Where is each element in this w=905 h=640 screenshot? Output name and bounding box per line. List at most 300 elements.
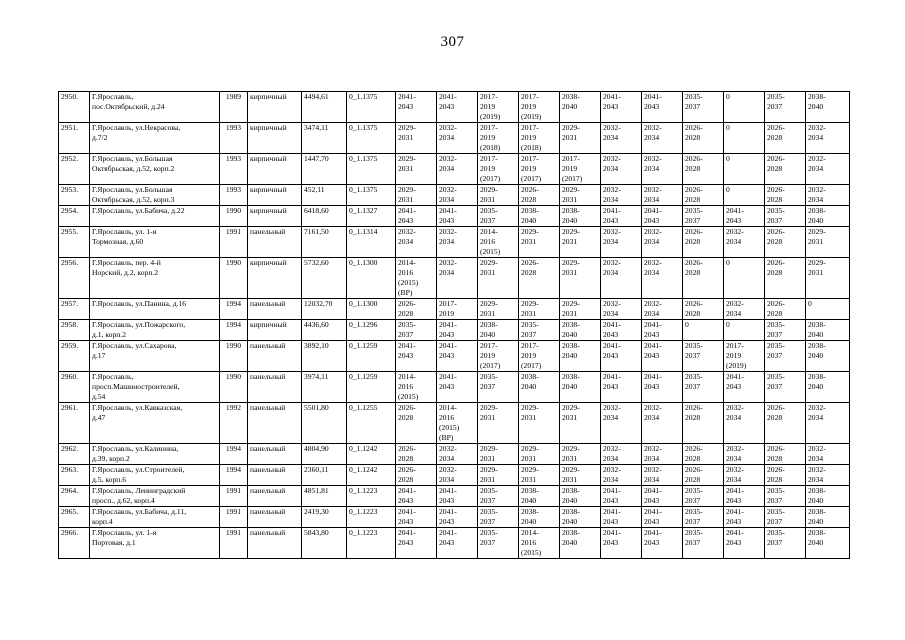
period-cell: 2029- 2031 (560, 123, 601, 154)
period-cell: 2032- 2034 (806, 465, 850, 486)
period-cell: 2041- 2043 (437, 507, 478, 528)
period-cell: 2038- 2040 (806, 341, 850, 372)
address-cell: Г.Ярославль, ул.Калинина, д.39, корп.2 (90, 444, 220, 465)
period-cell: 2035- 2037 (765, 507, 806, 528)
address-cell: Г.Ярославль, пос.Октябрьский, д.24 (90, 92, 220, 123)
period-cell: 2041- 2043 (437, 320, 478, 341)
period-cell: 2026- 2028 (765, 465, 806, 486)
period-cell: 2017- 2019 (2017) (478, 341, 519, 372)
row-number: 2966. (59, 528, 90, 559)
code-cell: 0_1.1300 (347, 299, 396, 320)
area-cell: 4436,60 (302, 320, 347, 341)
period-cell: 2029- 2031 (806, 258, 850, 299)
period-cell: 2035- 2037 (396, 320, 437, 341)
area-cell: 5501,80 (302, 403, 347, 444)
period-cell: 2032- 2034 (642, 227, 683, 258)
period-cell: 2032- 2034 (437, 444, 478, 465)
period-cell: 2032- 2034 (601, 227, 642, 258)
period-cell: 2041- 2043 (642, 341, 683, 372)
wall-material-cell: панельный (248, 465, 302, 486)
period-cell: 2035- 2037 (683, 206, 724, 227)
address-cell: Г.Ярославль, ул. 1-я Портовая, д.1 (90, 528, 220, 559)
period-cell: 2038- 2040 (560, 372, 601, 403)
area-cell: 7161,50 (302, 227, 347, 258)
period-cell: 2032- 2034 (396, 227, 437, 258)
period-cell: 2029- 2031 (396, 154, 437, 185)
period-cell: 0 (724, 123, 765, 154)
period-cell: 2032- 2034 (724, 299, 765, 320)
period-cell: 2029- 2031 (560, 403, 601, 444)
period-cell: 2032- 2034 (642, 185, 683, 206)
wall-material-cell: панельный (248, 444, 302, 465)
table-row (59, 258, 850, 299)
period-cell: 2035- 2037 (519, 320, 560, 341)
row-number: 2950. (59, 92, 90, 123)
code-cell: 0_1.1223 (347, 486, 396, 507)
period-cell: 2032- 2034 (642, 123, 683, 154)
period-cell: 2038- 2040 (519, 507, 560, 528)
period-cell: 2041- 2043 (396, 341, 437, 372)
code-cell: 0_1.1242 (347, 444, 396, 465)
address-cell: Г.Ярославль, ул.Некрасова, д.7/2 (90, 123, 220, 154)
period-cell: 2032- 2034 (724, 227, 765, 258)
period-cell: 2038- 2040 (519, 372, 560, 403)
period-cell: 2017- 2019 (2019) (478, 92, 519, 123)
code-cell: 0_1.1296 (347, 320, 396, 341)
period-cell: 2032- 2034 (642, 403, 683, 444)
period-cell: 2014- 2016 (2015) (ВР) (437, 403, 478, 444)
period-cell: 2017- 2019 (2017) (519, 154, 560, 185)
table-row (59, 185, 850, 206)
period-cell: 2041- 2043 (396, 528, 437, 559)
period-cell: 2032- 2034 (601, 154, 642, 185)
period-cell: 2026- 2028 (396, 444, 437, 465)
period-cell: 2026- 2028 (683, 465, 724, 486)
period-cell: 2041- 2043 (601, 528, 642, 559)
period-cell: 0 (724, 185, 765, 206)
year-cell: 1993 (220, 154, 248, 185)
period-cell: 2026- 2028 (683, 299, 724, 320)
address-cell: Г.Ярославль, Ленинградский просп., д.62, корп.4 (90, 486, 220, 507)
row-number: 2959. (59, 341, 90, 372)
period-cell: 2032- 2034 (806, 185, 850, 206)
period-cell: 2032- 2034 (437, 154, 478, 185)
table-row (59, 206, 850, 227)
year-cell: 1990 (220, 258, 248, 299)
period-cell: 2032- 2034 (724, 444, 765, 465)
period-cell: 2032- 2034 (806, 403, 850, 444)
year-cell: 1990 (220, 341, 248, 372)
code-cell: 0_1.1259 (347, 372, 396, 403)
period-cell: 2029- 2031 (560, 299, 601, 320)
period-cell: 2041- 2043 (724, 507, 765, 528)
code-cell: 0_1.1375 (347, 154, 396, 185)
wall-material-cell: кирпичный (248, 92, 302, 123)
period-cell: 2014- 2016 (2015) (478, 227, 519, 258)
year-cell: 1990 (220, 206, 248, 227)
period-cell: 2029- 2031 (560, 465, 601, 486)
area-cell: 3474,11 (302, 123, 347, 154)
year-cell: 1994 (220, 465, 248, 486)
area-cell: 3974,11 (302, 372, 347, 403)
period-cell: 2041- 2043 (724, 528, 765, 559)
period-cell: 2017- 2019 (2018) (478, 123, 519, 154)
period-cell: 2041- 2043 (437, 341, 478, 372)
period-cell: 2026- 2028 (765, 403, 806, 444)
period-cell: 0 (683, 320, 724, 341)
period-cell: 2026- 2028 (683, 154, 724, 185)
row-number: 2963. (59, 465, 90, 486)
table-body (59, 92, 850, 559)
period-cell: 2026- 2028 (683, 123, 724, 154)
period-cell: 2041- 2043 (601, 92, 642, 123)
table-row (59, 123, 850, 154)
period-cell: 2035- 2037 (478, 206, 519, 227)
area-cell: 2360,11 (302, 465, 347, 486)
period-cell: 2035- 2037 (683, 486, 724, 507)
period-cell: 2041- 2043 (437, 372, 478, 403)
period-cell: 2035- 2037 (683, 528, 724, 559)
period-cell: 2029- 2031 (519, 465, 560, 486)
year-cell: 1993 (220, 185, 248, 206)
row-number: 2961. (59, 403, 90, 444)
wall-material-cell: панельный (248, 507, 302, 528)
period-cell: 2026- 2028 (683, 444, 724, 465)
area-cell: 4494,61 (302, 92, 347, 123)
period-cell: 2032- 2034 (437, 185, 478, 206)
period-cell: 2038- 2040 (806, 206, 850, 227)
period-cell: 2032- 2034 (601, 258, 642, 299)
period-cell: 2026- 2028 (396, 299, 437, 320)
period-cell: 2032- 2034 (437, 465, 478, 486)
period-cell: 2029- 2031 (519, 227, 560, 258)
period-cell: 2041- 2043 (396, 92, 437, 123)
period-cell: 2029- 2031 (478, 465, 519, 486)
period-cell: 2032- 2034 (806, 154, 850, 185)
address-cell: Г.Ярославль, ул.Сахарова, д.17 (90, 341, 220, 372)
period-cell: 2035- 2037 (478, 528, 519, 559)
period-cell: 2041- 2043 (601, 206, 642, 227)
wall-material-cell: панельный (248, 403, 302, 444)
period-cell: 2041- 2043 (601, 507, 642, 528)
period-cell: 2032- 2034 (642, 154, 683, 185)
area-cell: 5843,80 (302, 528, 347, 559)
period-cell: 2026- 2028 (765, 123, 806, 154)
row-number: 2957. (59, 299, 90, 320)
year-cell: 1994 (220, 444, 248, 465)
period-cell: 2041- 2043 (601, 341, 642, 372)
wall-material-cell: кирпичный (248, 154, 302, 185)
table-row (59, 320, 850, 341)
period-cell: 2035- 2037 (765, 320, 806, 341)
code-cell: 0_1.1223 (347, 528, 396, 559)
year-cell: 1991 (220, 528, 248, 559)
period-cell: 2032- 2034 (601, 299, 642, 320)
period-cell: 2032- 2034 (724, 403, 765, 444)
row-number: 2958. (59, 320, 90, 341)
period-cell: 0 (724, 92, 765, 123)
wall-material-cell: кирпичный (248, 258, 302, 299)
period-cell: 2032- 2034 (601, 444, 642, 465)
period-cell: 2041- 2043 (437, 528, 478, 559)
period-cell: 2032- 2034 (806, 123, 850, 154)
code-cell: 0_1.1375 (347, 185, 396, 206)
period-cell: 2029- 2031 (560, 227, 601, 258)
period-cell: 2029- 2031 (478, 185, 519, 206)
row-number: 2955. (59, 227, 90, 258)
period-cell: 2017- 2019 (2019) (724, 341, 765, 372)
period-cell: 2038- 2040 (806, 92, 850, 123)
area-cell: 12032,70 (302, 299, 347, 320)
year-cell: 1991 (220, 507, 248, 528)
page-number: 307 (440, 34, 465, 50)
period-cell: 2038- 2040 (560, 341, 601, 372)
period-cell: 2038- 2040 (560, 528, 601, 559)
table-row (59, 465, 850, 486)
year-cell: 1990 (220, 372, 248, 403)
period-cell: 2026- 2028 (683, 185, 724, 206)
row-number: 2964. (59, 486, 90, 507)
period-cell: 2041- 2043 (724, 206, 765, 227)
wall-material-cell: панельный (248, 227, 302, 258)
address-cell: Г.Ярославль, пер. 4-й Норский, д.2, корп.2 (90, 258, 220, 299)
period-cell: 2038- 2040 (560, 206, 601, 227)
row-number: 2953. (59, 185, 90, 206)
period-cell: 2026- 2028 (519, 258, 560, 299)
period-cell: 2026- 2028 (765, 227, 806, 258)
wall-material-cell: панельный (248, 299, 302, 320)
period-cell: 2041- 2043 (437, 92, 478, 123)
period-cell: 2038- 2040 (560, 320, 601, 341)
code-cell: 0_1.1242 (347, 465, 396, 486)
period-cell: 2038- 2040 (519, 486, 560, 507)
table-row (59, 444, 850, 465)
year-cell: 1992 (220, 403, 248, 444)
address-cell: Г.Ярославль, ул.Пожарского, д.1, корп.2 (90, 320, 220, 341)
wall-material-cell: панельный (248, 372, 302, 403)
period-cell: 2014- 2016 (2015) (396, 372, 437, 403)
period-cell: 2029- 2031 (560, 258, 601, 299)
row-number: 2965. (59, 507, 90, 528)
period-cell: 2041- 2043 (642, 206, 683, 227)
address-cell: Г.Ярославль, ул.Кавказская, д.47 (90, 403, 220, 444)
period-cell: 2032- 2034 (601, 403, 642, 444)
period-cell: 2026- 2028 (519, 185, 560, 206)
table-row (59, 92, 850, 123)
wall-material-cell: панельный (248, 341, 302, 372)
period-cell: 2026- 2028 (765, 444, 806, 465)
year-cell: 1994 (220, 320, 248, 341)
period-cell: 2038- 2040 (806, 320, 850, 341)
address-cell: Г.Ярославль, ул.Строителей, д.5, корп.6 (90, 465, 220, 486)
period-cell: 2029- 2031 (478, 299, 519, 320)
period-cell: 2029- 2031 (519, 444, 560, 465)
period-cell: 2029- 2031 (560, 185, 601, 206)
period-cell: 2038- 2040 (806, 507, 850, 528)
address-cell: Г.Ярославль, ул. 1-я Тормозная, д.60 (90, 227, 220, 258)
period-cell: 2041- 2043 (601, 372, 642, 403)
year-cell: 1991 (220, 486, 248, 507)
wall-material-cell: кирпичный (248, 320, 302, 341)
area-cell: 4851,81 (302, 486, 347, 507)
period-cell: 2035- 2037 (683, 507, 724, 528)
row-number: 2952. (59, 154, 90, 185)
period-cell: 2038- 2040 (560, 92, 601, 123)
period-cell: 0 (724, 154, 765, 185)
period-cell: 2041- 2043 (642, 320, 683, 341)
table-row (59, 528, 850, 559)
wall-material-cell: кирпичный (248, 123, 302, 154)
code-cell: 0_1.1375 (347, 123, 396, 154)
address-cell: Г.Ярославль, ул.Бабича, д.22 (90, 206, 220, 227)
row-number: 2956. (59, 258, 90, 299)
period-cell: 2017- 2019 (2018) (519, 123, 560, 154)
period-cell: 2035- 2037 (683, 341, 724, 372)
period-cell: 2029- 2031 (478, 258, 519, 299)
period-cell: 2032- 2034 (642, 258, 683, 299)
period-cell: 2032- 2034 (437, 227, 478, 258)
period-cell: 2041- 2043 (642, 507, 683, 528)
code-cell: 0_1.1375 (347, 92, 396, 123)
period-cell: 2041- 2043 (601, 320, 642, 341)
code-cell: 0_1.1223 (347, 507, 396, 528)
wall-material-cell: панельный (248, 486, 302, 507)
period-cell: 2032- 2034 (601, 123, 642, 154)
period-cell: 2035- 2037 (765, 206, 806, 227)
table-row (59, 486, 850, 507)
period-cell: 2029- 2031 (519, 403, 560, 444)
period-cell: 2017- 2019 (2017) (560, 154, 601, 185)
year-cell: 1989 (220, 92, 248, 123)
period-cell: 2014- 2016 (2015) (ВР) (396, 258, 437, 299)
address-cell: Г.Ярославль, ул.Большая Октябрьская, д.52, корп.2 (90, 154, 220, 185)
period-cell: 2026- 2028 (396, 465, 437, 486)
period-cell: 2041- 2043 (642, 372, 683, 403)
period-cell: 2035- 2037 (765, 372, 806, 403)
year-cell: 1993 (220, 123, 248, 154)
period-cell: 2026- 2028 (765, 154, 806, 185)
code-cell: 0_1.1259 (347, 341, 396, 372)
period-cell: 2032- 2034 (601, 465, 642, 486)
period-cell: 2041- 2043 (396, 507, 437, 528)
period-cell: 2041- 2043 (437, 486, 478, 507)
period-cell: 2035- 2037 (683, 372, 724, 403)
period-cell: 2029- 2031 (806, 227, 850, 258)
period-cell: 2041- 2043 (437, 206, 478, 227)
period-cell: 2014- 2016 (2015) (519, 528, 560, 559)
table-row (59, 507, 850, 528)
period-cell: 2029- 2031 (560, 444, 601, 465)
wall-material-cell: панельный (248, 528, 302, 559)
period-cell: 2032- 2034 (642, 299, 683, 320)
period-cell: 2035- 2037 (765, 486, 806, 507)
address-cell: Г.Ярославль, просп.Машиностроителей, д.54 (90, 372, 220, 403)
period-cell: 2032- 2034 (806, 444, 850, 465)
area-cell: 452,11 (302, 185, 347, 206)
housing-register-table (58, 91, 850, 559)
address-cell: Г.Ярославль, ул.Большая Октябрьская, д.52, корп.3 (90, 185, 220, 206)
wall-material-cell: кирпичный (248, 206, 302, 227)
period-cell: 2035- 2037 (765, 528, 806, 559)
period-cell: 2026- 2028 (765, 185, 806, 206)
address-cell: Г.Ярославль, ул.Панина, д.16 (90, 299, 220, 320)
table-row (59, 154, 850, 185)
period-cell: 2035- 2037 (683, 92, 724, 123)
period-cell: 2017- 2019 (437, 299, 478, 320)
area-cell: 3892,10 (302, 341, 347, 372)
period-cell: 2029- 2031 (478, 444, 519, 465)
period-cell: 2026- 2028 (396, 403, 437, 444)
period-cell: 2035- 2037 (765, 92, 806, 123)
period-cell: 2026- 2028 (765, 299, 806, 320)
period-cell: 2032- 2034 (601, 185, 642, 206)
table-row (59, 299, 850, 320)
period-cell: 2032- 2034 (437, 123, 478, 154)
period-cell: 2038- 2040 (560, 486, 601, 507)
year-cell: 1994 (220, 299, 248, 320)
row-number: 2951. (59, 123, 90, 154)
period-cell: 2041- 2043 (724, 372, 765, 403)
period-cell: 2038- 2040 (806, 528, 850, 559)
period-cell: 2026- 2028 (683, 403, 724, 444)
period-cell: 2032- 2034 (642, 444, 683, 465)
period-cell: 2035- 2037 (478, 507, 519, 528)
period-cell: 2017- 2019 (2019) (519, 92, 560, 123)
period-cell: 0 (724, 320, 765, 341)
year-cell: 1991 (220, 227, 248, 258)
period-cell: 2041- 2043 (724, 486, 765, 507)
row-number: 2960. (59, 372, 90, 403)
wall-material-cell: кирпичный (248, 185, 302, 206)
code-cell: 0_1.1300 (347, 258, 396, 299)
code-cell: 0_1.1255 (347, 403, 396, 444)
area-cell: 1447,70 (302, 154, 347, 185)
period-cell: 2041- 2043 (642, 486, 683, 507)
period-cell: 2032- 2034 (437, 258, 478, 299)
period-cell: 2035- 2037 (478, 372, 519, 403)
table-row (59, 403, 850, 444)
period-cell: 2026- 2028 (683, 227, 724, 258)
period-cell: 2029- 2031 (478, 403, 519, 444)
period-cell: 2041- 2043 (396, 486, 437, 507)
period-cell: 2038- 2040 (519, 206, 560, 227)
row-number: 2962. (59, 444, 90, 465)
period-cell: 2032- 2034 (724, 465, 765, 486)
area-cell: 6418,60 (302, 206, 347, 227)
area-cell: 5732,60 (302, 258, 347, 299)
period-cell: 2017- 2019 (2017) (519, 341, 560, 372)
row-number: 2954. (59, 206, 90, 227)
period-cell: 2029- 2031 (396, 185, 437, 206)
period-cell: 2035- 2037 (765, 341, 806, 372)
period-cell: 2038- 2040 (478, 320, 519, 341)
period-cell: 0 (724, 258, 765, 299)
period-cell: 2041- 2043 (642, 92, 683, 123)
period-cell: 2038- 2040 (560, 507, 601, 528)
period-cell: 2029- 2031 (396, 123, 437, 154)
period-cell: 2041- 2043 (642, 528, 683, 559)
period-cell: 2038- 2040 (806, 486, 850, 507)
period-cell: 2035- 2037 (478, 486, 519, 507)
period-cell: 0 (806, 299, 850, 320)
period-cell: 2017- 2019 (2017) (478, 154, 519, 185)
area-cell: 4804,90 (302, 444, 347, 465)
period-cell: 2038- 2040 (806, 372, 850, 403)
period-cell: 2032- 2034 (642, 465, 683, 486)
code-cell: 0_1.1327 (347, 206, 396, 227)
table-row (59, 341, 850, 372)
period-cell: 2041- 2043 (396, 206, 437, 227)
